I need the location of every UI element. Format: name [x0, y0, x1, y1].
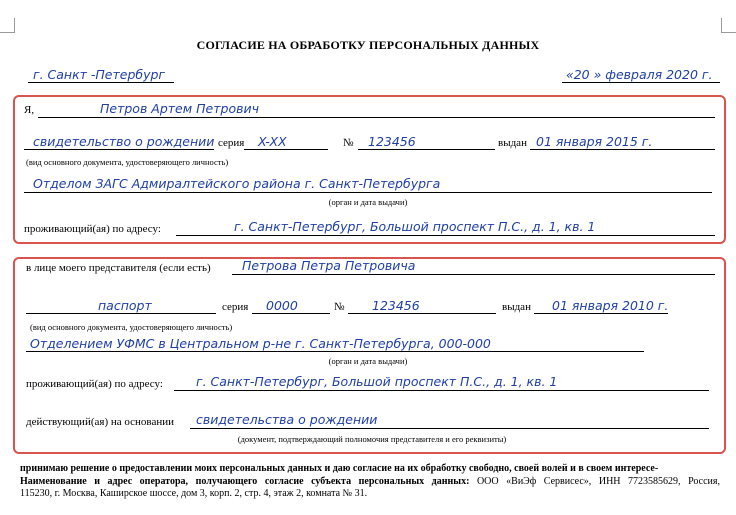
representative-full-name: Петрова Петра Петровича	[242, 258, 416, 273]
representative-doc-caption: (вид основного документа, удостоверяющего личность)	[30, 322, 233, 332]
representative-basis-field[interactable]	[190, 428, 709, 429]
representative-issuer: Отделением УФМС в Центральном р-не г. Санкт-Петербурга, 000-000	[30, 336, 491, 351]
subject-issued-field[interactable]	[530, 149, 715, 150]
representative-issued-label: выдан	[502, 301, 531, 313]
representative-doc-type-field[interactable]	[26, 313, 216, 314]
representative-number: 123456	[372, 298, 420, 313]
representative-basis-caption: (документ, подтверждающий полномочия представителя и его реквизиты)	[237, 434, 507, 444]
representative-series-label: серия	[222, 301, 249, 313]
subject-address-field[interactable]	[176, 235, 715, 236]
consent-statement	[20, 463, 720, 501]
representative-doc-type: паспорт	[98, 298, 152, 313]
representative-intro-label: в лице моего представителя (если есть)	[26, 262, 211, 274]
representative-issued-date: 01 января 2010 г.	[552, 298, 669, 313]
operator-name: ООО «ВиЭф Сервисес», ИНН 7723585629, Россия,	[469, 475, 720, 487]
subject-doc-caption: (вид основного документа, удостоверяющего личность)	[26, 157, 229, 167]
representative-address: г. Санкт-Петербург, Большой проспект П.С., д. 1, кв. 1	[196, 374, 558, 389]
subject-series-field[interactable]	[244, 149, 328, 150]
document-title: СОГЛАСИЕ НА ОБРАБОТКУ ПЕРСОНАЛЬНЫХ ДАННЫХ	[196, 38, 540, 52]
subject-series-label: серия	[218, 137, 245, 149]
subject-issued-label: выдан	[498, 137, 527, 149]
representative-number-field[interactable]	[348, 313, 496, 314]
representative-name-field[interactable]	[232, 274, 715, 275]
representative-issuer-field[interactable]	[26, 351, 644, 352]
representative-number-label: №	[334, 301, 345, 313]
representative-series-field[interactable]	[252, 313, 330, 314]
operator-address: 115230, г. Москва, Каширское шоссе, дом 3, корп. 2, стр. 4, этаж 2, комната № 31.	[20, 488, 368, 499]
subject-doc-type-field[interactable]	[24, 149, 214, 150]
subject-number-field[interactable]	[358, 149, 495, 150]
subject-number: 123456	[368, 134, 416, 149]
representative-basis: свидетельства о рождении	[196, 412, 378, 427]
representative-address-field[interactable]	[174, 390, 709, 391]
representative-issued-field[interactable]	[534, 313, 668, 314]
subject-doc-type: свидетельство о рождении	[33, 134, 215, 149]
date-underline	[562, 82, 720, 83]
operator-line	[20, 476, 720, 489]
city-underline	[28, 82, 174, 83]
consent-line-1: принимаю решение о предоставлении моих персональных данных и даю согласие на их обработку свободно, своей волей и в своем интересе-	[20, 463, 659, 474]
representative-series: 0000	[266, 298, 298, 313]
subject-number-label: №	[343, 137, 354, 149]
subject-issuer: Отделом ЗАГС Адмиралтейского района г. Санкт-Петербурга	[33, 176, 441, 191]
page-corner-mark-left	[0, 18, 15, 33]
subject-issuer-field[interactable]	[24, 192, 712, 193]
subject-address: г. Санкт-Петербург, Большой проспект П.С., д. 1, кв. 1	[234, 219, 596, 234]
representative-issuer-caption: (орган и дата выдачи)	[328, 356, 408, 366]
operator-label: Наименование и адрес оператора, получающего согласие субъекта персональных данных:	[20, 475, 470, 487]
subject-address-label: проживающий(ая) по адресу:	[24, 223, 161, 235]
representative-basis-label: действующий(ая) на основании	[26, 416, 175, 428]
page-corner-mark-right	[721, 18, 736, 33]
subject-issuer-caption: (орган и дата выдачи)	[328, 197, 408, 207]
subject-series: X-XX	[258, 134, 287, 149]
subject-issued-date: 01 января 2015 г.	[536, 134, 653, 149]
city-value: г. Санкт -Петербург	[33, 67, 165, 82]
subject-name-field[interactable]	[38, 117, 715, 118]
subject-full-name: Петров Артем Петрович	[100, 101, 259, 116]
ya-label: Я,	[24, 104, 35, 116]
date-value: «20 » февраля 2020 г.	[566, 67, 713, 82]
representative-address-label: проживающий(ая) по адресу:	[26, 378, 163, 390]
